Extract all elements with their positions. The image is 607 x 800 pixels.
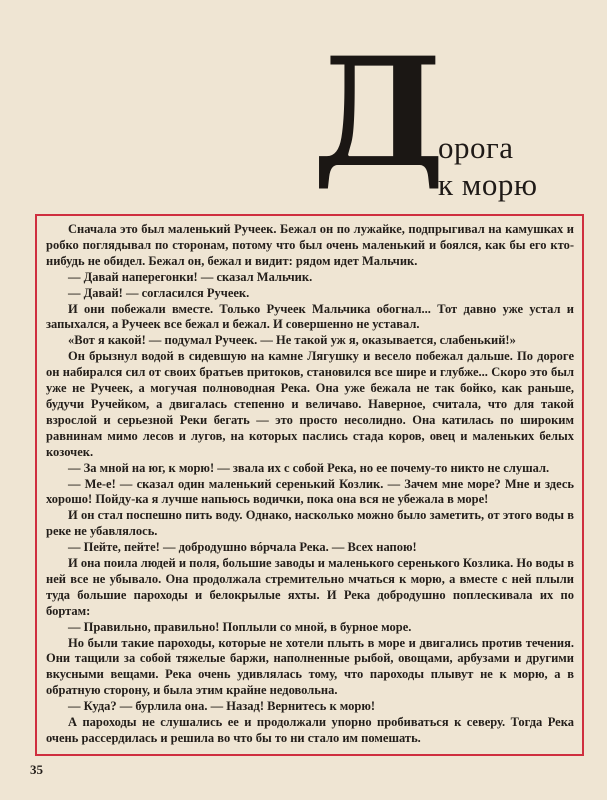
story-paragraph: — Ме-е! — сказал один маленький серенький Козлик. — Зачем мне море? Мне и здесь хорошо! Пойду-ка я лучше напьюсь водички, пока она вся не убежала в море! bbox=[46, 476, 574, 507]
story-paragraph: — За мной на юг, к морю! — звала их с собой Река, но ее почему-то никто не слушал. bbox=[68, 460, 550, 475]
story-paragraph: — Правильно, правильно! Поплыли со мной, в бурное море. bbox=[68, 619, 412, 634]
story-paragraph: «Вот я какой! — подумал Ручеек. — Не такой уж я, оказывается, слабенький!» bbox=[68, 333, 516, 348]
story-paragraph: И он стал поспешно пить воду. Однако, насколько можно было заметить, от этого воды в реке не убавлялось. bbox=[46, 508, 574, 539]
story-text-frame bbox=[35, 214, 584, 756]
story-paragraph: Он брызнул водой в сидевшую на камне Лягушку и весело побежал дальше. По дороге он набирался сил от своих братьев притоков, становился все шире и глубже... Скоро это был уже не Ручеек, а могучая полноводная Река. Она уже бежала не так бойко, как раньше, будучи Ручейком, а двигалась степенно и величаво. Наверное, считала, что для такой взрослой и серьезной Реки бегать — это просто несолидно. Она катилась по широким равнинам мимо лесов и лугов, на которых паслись стада коров, овец и маленьких белых козочек. bbox=[46, 349, 574, 459]
drop-cap-letter: Д bbox=[312, 25, 446, 201]
story-paragraph: Но были такие пароходы, которые не хотели плыть в море и двигались против течения. Они тащили за собой тяжелые баржи, наполненные рыбой, овощами, арбузами и другими вкусными вещами. Река очень удивлялась тому, что пароходы плывут не к морю, а в обратную сторону, и была этим крайне недовольна. bbox=[46, 635, 574, 698]
story-paragraph: И они побежали вместе. Только Ручеек Мальчика обогнал... Тот давно уже устал и запыхался, а Ручеек все бежал и бежал. И совершенно не уставал. bbox=[46, 301, 574, 332]
story-paragraph: Сначала это был маленький Ручеек. Бежал он по лужайке, подпрыгивал на камушках и робко поглядывал по сторонам, потому что был очень маленький и боялся, как бы его кто-нибудь не обидел. Бежал он, бежал и видит: рядом идет Мальчик. bbox=[46, 222, 574, 268]
story-paragraph: А пароходы не слушались ее и продолжали упорно пробиваться к северу. Тогда Река очень рассердилась и решила во что бы то ни стало им помешать. bbox=[46, 715, 574, 745]
title-line-1: орога bbox=[438, 130, 514, 165]
page-number: 35 bbox=[30, 762, 43, 777]
story-paragraph: — Пейте, пейте! — добродушно вóрчала Река. — Всех напою! bbox=[68, 540, 417, 555]
story-paragraph: И она поила людей и поля, большие заводы и маленького серенького Козлика. Но воды в ней все не убывало. Она продолжала стремительно мчаться к морю, а вместе с ней плыли туда большие пароходы и белокрылые яхты. И Река добродушно поплескивала их по бортам: bbox=[46, 556, 574, 618]
story-paragraph: — Давай! — согласился Ручеек. bbox=[68, 285, 250, 300]
title-line-2: к морю bbox=[438, 167, 538, 202]
story-paragraph: — Давай наперегонки! — сказал Мальчик. bbox=[68, 269, 313, 284]
chapter-title bbox=[300, 25, 590, 202]
story-paragraph: — Куда? — бурлила она. — Назад! Вернитесь к морю! bbox=[68, 699, 376, 714]
